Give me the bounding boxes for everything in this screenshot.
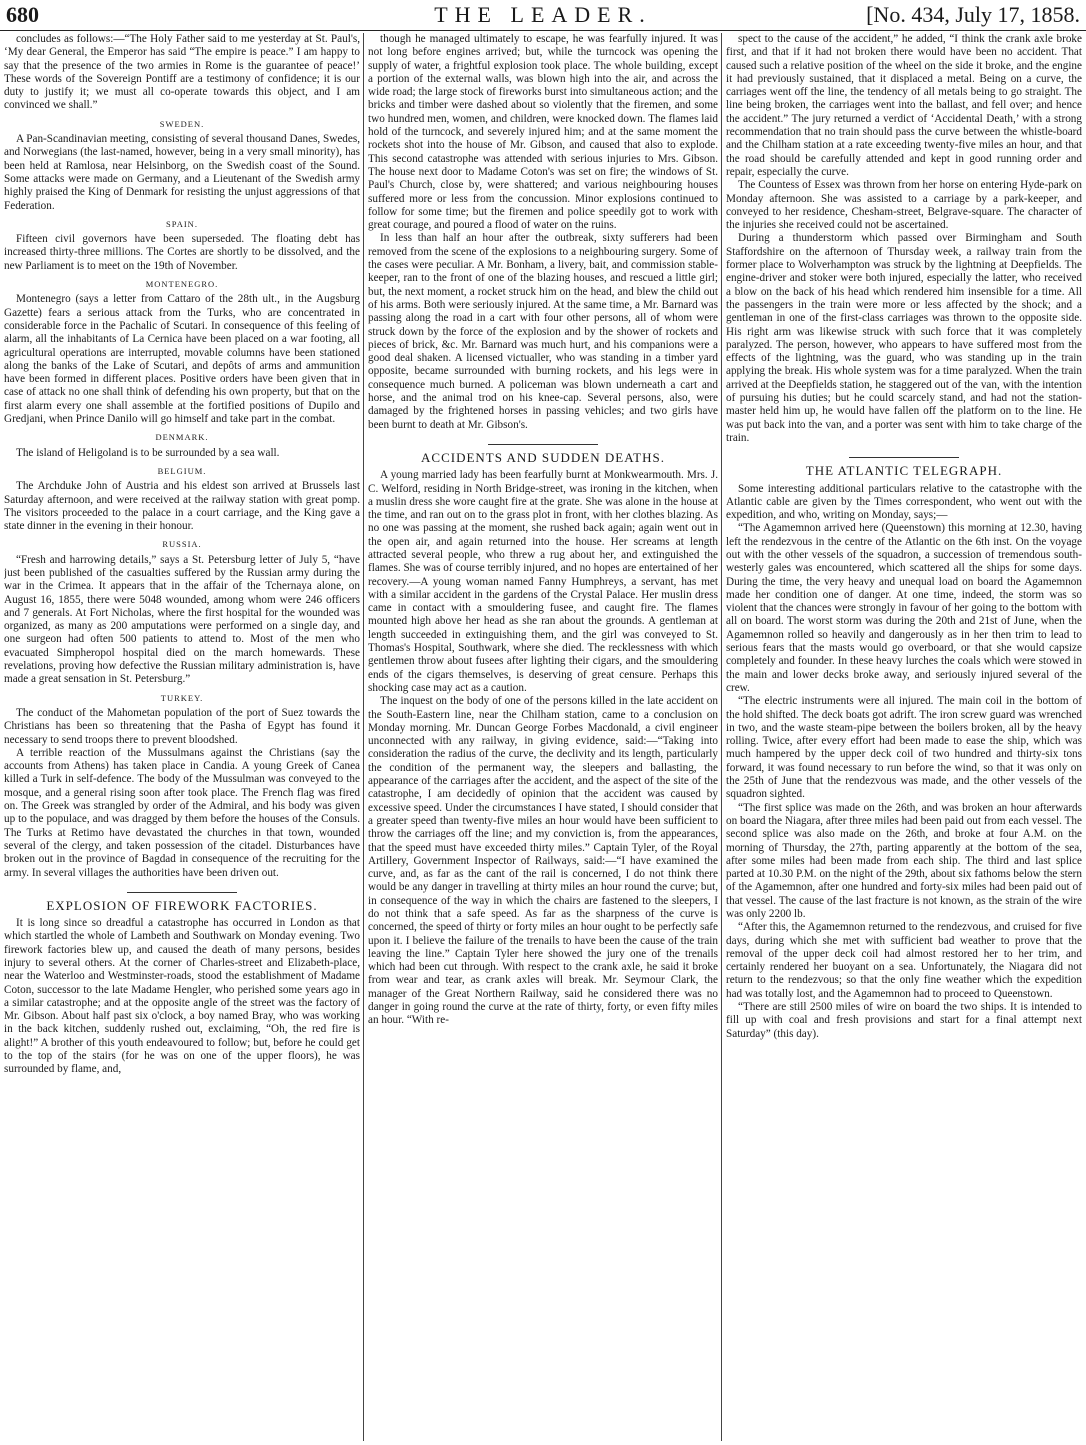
section-heading: BELGIUM. (157, 465, 207, 476)
paragraph: It is long since so dreadful a catastrophe has occurred in London as that which startled the whole of Lambeth and Southwark on Monday evening. Two firework factories blew up, and caused the death of many persons, besides injury to several others. At the corner of Charles-street and Elizabeth-place, near the Waterloo and Westminster-roads, stood the establishment of Madame Coton, successor to the late Madame Hengler, who perished some years ago in a similar catastrophe; and at the opposite angle of the street was the factory of Mr. Gibson. About half past six o'clock, a boy named Bray, who was working in the back kitchen, suddenly rushed out, exclaiming, “Oh, the red fire is alight!” A brother of this youth endeavoured to follow; but, before he could get to the top of the stairs (for he was on one of the upper floors), he was surrounded by flame, and, (4, 917, 360, 1076)
section-rule (127, 892, 237, 893)
paragraph: During a thunderstorm which passed over Birmingham and South Staffordshire on the afternoon of Thursday week, a railway train from the former place to Wolverhampton was struck by the lightning at Deepfields. The engine-driver and stoker were both injured, especially the latter, who received a blow on the back of his head which rendered him insensible for a time. All the passengers in the train were more or less affected by the shock; and a gentleman in one of the first-class carriages was thrown to the opposite side. His right arm was likewise struck with such force that it was completely paralyzed. The person, however, who appears to have suffered most from the effects of the lightning, was the guard, who was standing up in the train applying the break. His whole system was for a time paralyzed. When the train arrived at the Deepfields station, he staggered out of the van, with the intention of pursuing his duties; but he could scarcely stand, and had not the station-master held him up, he would have fallen off the platform on to the line. He was put back into the van, and a porter was sent with him to take charge of the train. (726, 232, 1082, 444)
column-2 (368, 33, 718, 1441)
paragraph: “After this, the Agamemnon returned to the rendezvous, and cruised for five days, during which she met with sufficient bad weather to prove that the removal of the upper deck coil had almost restored her to her trim, and certainly rendered her buoyant on a sea. Unfortunately, the Niagara did not return to the rendezvous; so that the only fine weather which the expedition had was totally lost, and the Agamemnon had to proceed to Queenstown. (726, 921, 1082, 1000)
article-title: THE ATLANTIC TELEGRAPH. (805, 463, 1003, 479)
paragraph: A terrible reaction of the Mussulmans against the Christians (say the accounts from Athens) has taken place in Candia. A young Greek of Canea killed a Turk in self-defence. The body of the Mussulman was conveyed to the mosque, and a general rising soon after took place. The French flag was fired on. The Greek was strangled by order of the Admiral, and his body was given up to the populace, and was dragged by them before the houses of the Consuls. The Turks at Retimo have devastated the churches in that town, wounded several of the clergy, and taken possession of the citadel. Disturbances have broken out in the province of Bagdad in consequence of the recruiting for the army. In several villages the authorities have been driven out. (4, 746, 360, 879)
paragraph: Fifteen civil governors have been superseded. The floating debt has increased thirty-three millions. The Cortes are shortly to be dissolved, and the new Parliament is to meet on the 19th of November. (4, 233, 360, 272)
paragraph: The inquest on the body of one of the persons killed in the late accident on the South-Eastern line, near the Chilham station, came to a conclusion on Monday morning. Mr. Duncan George Forbes Macdonald, a civil engineer unconnected with any railway, in giving evidence, said:—“Taking into consideration the radius of the curve, the declivity and its length, particularly the condition of the permanent way, the sleepers and ballasting, the appearance of the carriages after the accident, and the aspect of the site of the catastrophe, I am decidedly of opinion that the accident was caused by excessive speed. Under the circumstances I have stated, I should consider that a greater speed than twenty-five miles an hour would have been sufficient to throw the carriages off the line; and my conviction is, from the appearances, that the speed must have exceeded thirty miles.” Captain Tyler, of the Royal Artillery, Government Inspector of Railways, said:—“I have examined the curve, and, as far as the cant of the rail is concerned, I do not think there would be any danger in travelling at thirty miles an hour round the curve; but, in consequence of the way in which the chairs are fastened to the sleepers, I do not think that a safe speed. As far as the sharpness of the curve is concerned, the speed of thirty or forty miles an hour ought to be perfectly safe upon it. I believe the failure of the trenails to have been the cause of the train leaving the line.” Captain Tyler here showed the jury one of the trenails which had been cut through. With respect to the crank axle, he said it broke from wear and tear, as crank axles will break. Mr. Seymour Clark, the manager of the Great Northern Railway, said he considered there was no danger in going round the curve at the rate of thirty, forty, or even fifty miles an hour. “With re- (368, 695, 718, 1027)
column-3 (726, 33, 1082, 1441)
paragraph: concludes as follows:—“The Holy Father said to me yesterday at St. Paul's, ‘My dear General, the Emperor has said “The empire is peace.” I am happy to say that the presence of the two armies in Rome is the guarantee of peace!’ These words of the Sovereign Pontiff are a testimony of confidence; it is our duty to justify it; we must all co-operate towards this object, and I am convinced we shall.” (4, 33, 360, 112)
paragraph: In less than half an hour after the outbreak, sixty sufferers had been removed from the scene of the explosions to a neighbouring surgery. Some of the cases were peculiar. A Mr. Bonham, a livery, bait, and commission stable-keeper, ran to the front of one of the blazing houses, and rescued a little girl; but, the next moment, a rocket struck him on the head, and blew the child out of his arms. Both were seriously injured. At the same time, a Mr. Barnard was passing along the road in a cart with four other persons, all of whom were struck down by the force of the explosion and by the shower of rockets and pieces of brick, &c. Mr. Barnard was much hurt, and his companions were a good deal shaken. A licensed victualler, who was standing in a timber yard opposite, became surrounded with burning rockets, and his legs were in consequence much burned. A policeman was blown underneath a cart and horse, and the animal trod on his knee-cap. Several persons, also, were damaged by the frightened horses in passing vehicles; and two girls have been burnt to death at Mr. Gibson's. (368, 232, 718, 431)
paragraph: The conduct of the Mahometan population of the port of Suez towards the Christians has been so threatening that the Pasha of Egypt has found it necessary to send troops there to prevent bloodshed. (4, 706, 360, 746)
paragraph: though he managed ultimately to escape, he was fearfully injured. It was not long before engines arrived; but, while the turncock was opening the supply of water, a frightful explosion took place. The whole building, except a portion of the external walls, was blown high into the air, and across the wide road; the large stock of fireworks burst into simultaneous action; and the bricks and timber were dashed about so violently that the firemen, and some two hundred men, women, and children, were knocked down. The flames laid hold of the turncock, and severely injured him; and at the same moment the rockets shot into the house of Mr. Gibson, and caused that also to explode. This second catastrophe was attended with serious injuries to Mrs. Gibson. The house next door to Madame Coton's was set on fire; the windows of St. Paul's Church, close by, were shattered; and various neighbouring houses suffered more or less from the concussion. Minor explosions continued to follow for some time; but the firemen and police speedily got to work with great courage, and poured a flood of water on the ruins. (368, 33, 718, 232)
section-rule (488, 444, 598, 445)
section-heading: MONTENEGRO. (145, 279, 219, 290)
column-1 (4, 33, 360, 1441)
masthead (0, 0, 1086, 31)
paragraph: “The electric instruments were all injured. The main coil in the bottom of the hold shifted. The deck boats got adrift. The iron screw guard was wrenched in two, and the waste steam-pipe between the boilers broken, all by the heavy rolling. Twice, after every effort had been made to ease the ship, which was much hampered by the upper deck coil of two hundred and thirty-six tons forward, it was found necessary to run before the wind, so that it was only on the 25th of June that the rendezvous was made, and the other vessels of the squadron sighted. (726, 695, 1082, 801)
paragraph: spect to the cause of the accident,” he added, “I think the crank axle broke first, and that if it had not broken there would have been no accident. That caused such a relative position of the wheel on the side it broke, and the engine it had previously sustained, that it displaced a metal. Being on a curve, the carriages went off the line, the tendency of all metals being to go straight. The line being broken, the carriages went into the ballast, and fell over; and hence the accident.” The jury returned a verdict of ‘Accidental Death,’ with a strong recommendation that no train should pass the curve between the whistle-board and the Chilham station at a rate exceeding twenty-five miles an hour, and that the road should be carefully attended and kept in good running order and repair, especially the curve. (726, 33, 1082, 178)
paragraph: A Pan-Scandinavian meeting, consisting of several thousand Danes, Swedes, and Norwegians (the last-named, however, being in a very small minority), has been held at Ramlosa, near Helsinborg, on the Swedish coast of the Sound. Some attacks were made on Germany, and a Lieutenant of the Swedish army highly praised the King of Denmark for resisting the unjust aggressions of that Federation. (4, 133, 360, 212)
section-heading: SPAIN. (166, 218, 198, 229)
paragraph: A young married lady has been fearfully burnt at Monkwearmouth. Mrs. J. C. Welford, residing in North Bridge-street, was ironing in the kitchen, when a muslin dress she wore caught fire at the grate. She was alone in the house at the time, and ran out on to the grass plot in front, with her clothes blazing. As no one was passing at the moment, she rushed back again; again went out in the open air, and again returned into the house. Her screams at length attracted several people, who threw a rug about her, and extinguished the flames. She was of course terribly injured, and no hopes are entertained of her recovery.—A young woman named Fanny Humphreys, a servant, has met with a similar accident in the gardens of the Crystal Palace. Her muslin dress came in contact with a smouldering fusee, and caught fire. The flames mounted high above her head as she ran about the grounds. A gentleman at length succeeded in extinguishing them, and the girl was conveyed to St. Thomas's Hospital, Southwark, where she died. The recklessness with which gentlemen throw about fusees after lighting their cigars, and the smouldering ends of the cigars themselves, is deserving of great censure. Perhaps this shocking case may act as a caution. (368, 469, 718, 694)
article-title: ACCIDENTS AND SUDDEN DEATHS. (421, 449, 665, 465)
newspaper-title: THE LEADER. (434, 2, 652, 27)
section-heading: RUSSIA. (162, 539, 202, 550)
paragraph: The island of Heligoland is to be surrounded by a sea wall. (16, 446, 280, 459)
issue-date: [No. 434, July 17, 1858. (866, 2, 1080, 27)
column-divider (363, 33, 364, 1441)
paragraph: The Countess of Essex was thrown from her horse on entering Hyde-park on Monday afternoon. She was assisted to a carriage by a park-keeper, and conveyed to her residence, Chesham-street, Belgrave-square. The character of the injuries she received could not be ascertained. (726, 179, 1082, 232)
paragraph: “The first splice was made on the 26th, and was broken an hour afterwards on board the Niagara, after three miles had been paid out from each vessel. The second splice was also made on the 26th, and broke at four A.M. on the morning of Thursday, the 27th, parting apparently at the bottom of the sea, after some miles had been made from each ship. The third and last splice parted at 10.30 P.M. on the night of the 29th, about six fathoms below the stern of the Agamemnon, after one hundred and forty-six miles had been paid out of that vessel. The cause of the last fracture is not known, as the strain of the wire was only 2200 lb. (726, 801, 1082, 920)
paragraph: The Archduke John of Austria and his eldest son arrived at Brussels last Saturday afternoon, and were received at the railway station with great pomp. The visitors proceeded to the palace in a court carriage, and the King gave a state dinner in the evening in their honour. (4, 480, 360, 533)
section-heading: TURKEY. (160, 692, 204, 703)
page-number: 680 (6, 2, 39, 27)
paragraph: “There are still 2500 miles of wire on board the two ships. It is intended to fill up with coal and fresh provisions and start for a final attempt next Saturday” (this day). (726, 1001, 1082, 1040)
paragraph: Some interesting additional particulars relative to the catastrophe with the Atlantic cable are given by the Times correspondent, who went out with the expedition, and who, writing on Monday, says;— (726, 482, 1082, 522)
section-heading: SWEDEN. (159, 118, 205, 129)
section-rule (849, 457, 959, 458)
paragraph: “Fresh and harrowing details,” says a St. Petersburg letter of July 5, “have just been published of the casualties suffered by the Russian army during the war in the Crimea. It appears that in the affair of the Tchernaya alone, on August 16, 1855, there were 5048 wounded, among whom were 246 officers and 7 generals. At Fort Nicholas, where the first hospital for the wounded was organized, as many as 200 amputations were performed on a single day, and one surgeon had often 500 patients to attend to. Most of the men who evacuated Simpheropol hospital died on the march homewards. These revelations, proving how defective the Russian military administration is, have made a great sensation in St. Petersburg.” (4, 553, 360, 686)
paragraph: Montenegro (says a letter from Cattaro of the 28th ult., in the Augsburg Gazette) fears a serious attack from the Turks, who are concentrated in considerable force in the Pachalic of Scutari. In consequence of this feeling of alarm, all the inhabitants of La Cernica have been placed on a war footing, all agricultural operations are interrupted, movable columns have been stationed along the banks of the Lake of Scutari, and depôts of arms and ammunition have been formed in different places. Positive orders have been given that in case of attack no one shall think of defending his own property, but that on the first alarm every one shall assemble at the fortified positions of Dupilo and Gredjani, when Prince Danilo will go himself and take part in the combat. (4, 293, 360, 426)
section-heading: DENMARK. (155, 432, 209, 443)
article-title: EXPLOSION OF FIREWORK FACTORIES. (46, 897, 318, 913)
column-divider (721, 33, 722, 1441)
paragraph: “The Agamemnon arrived here (Queenstown) this morning at 12.30, having left the rendezvous in the centre of the Atlantic on the 6th inst. On the voyage out with the other vessels of the squadron, a succession of tremendous south-westerly gales was encountered, which scattered all the ships for some days. During the time, the very heavy and unequal load on board the Agamemnon made her condition one of danger. At one time, indeed, the storm was so violent that the chances were strongly in favour of her going to the bottom with all on board. The worst storm was during the 20th and 21st of June, when the Agamemnon rolled so heavily and dangerously as in her then trim to lead to serious fears that the masts would go overboard, or that she would capsize completely and founder. In these heavy lurches the coals which were stowed in the main and lower decks broke away, and seriously injured several of the crew. (726, 522, 1082, 694)
